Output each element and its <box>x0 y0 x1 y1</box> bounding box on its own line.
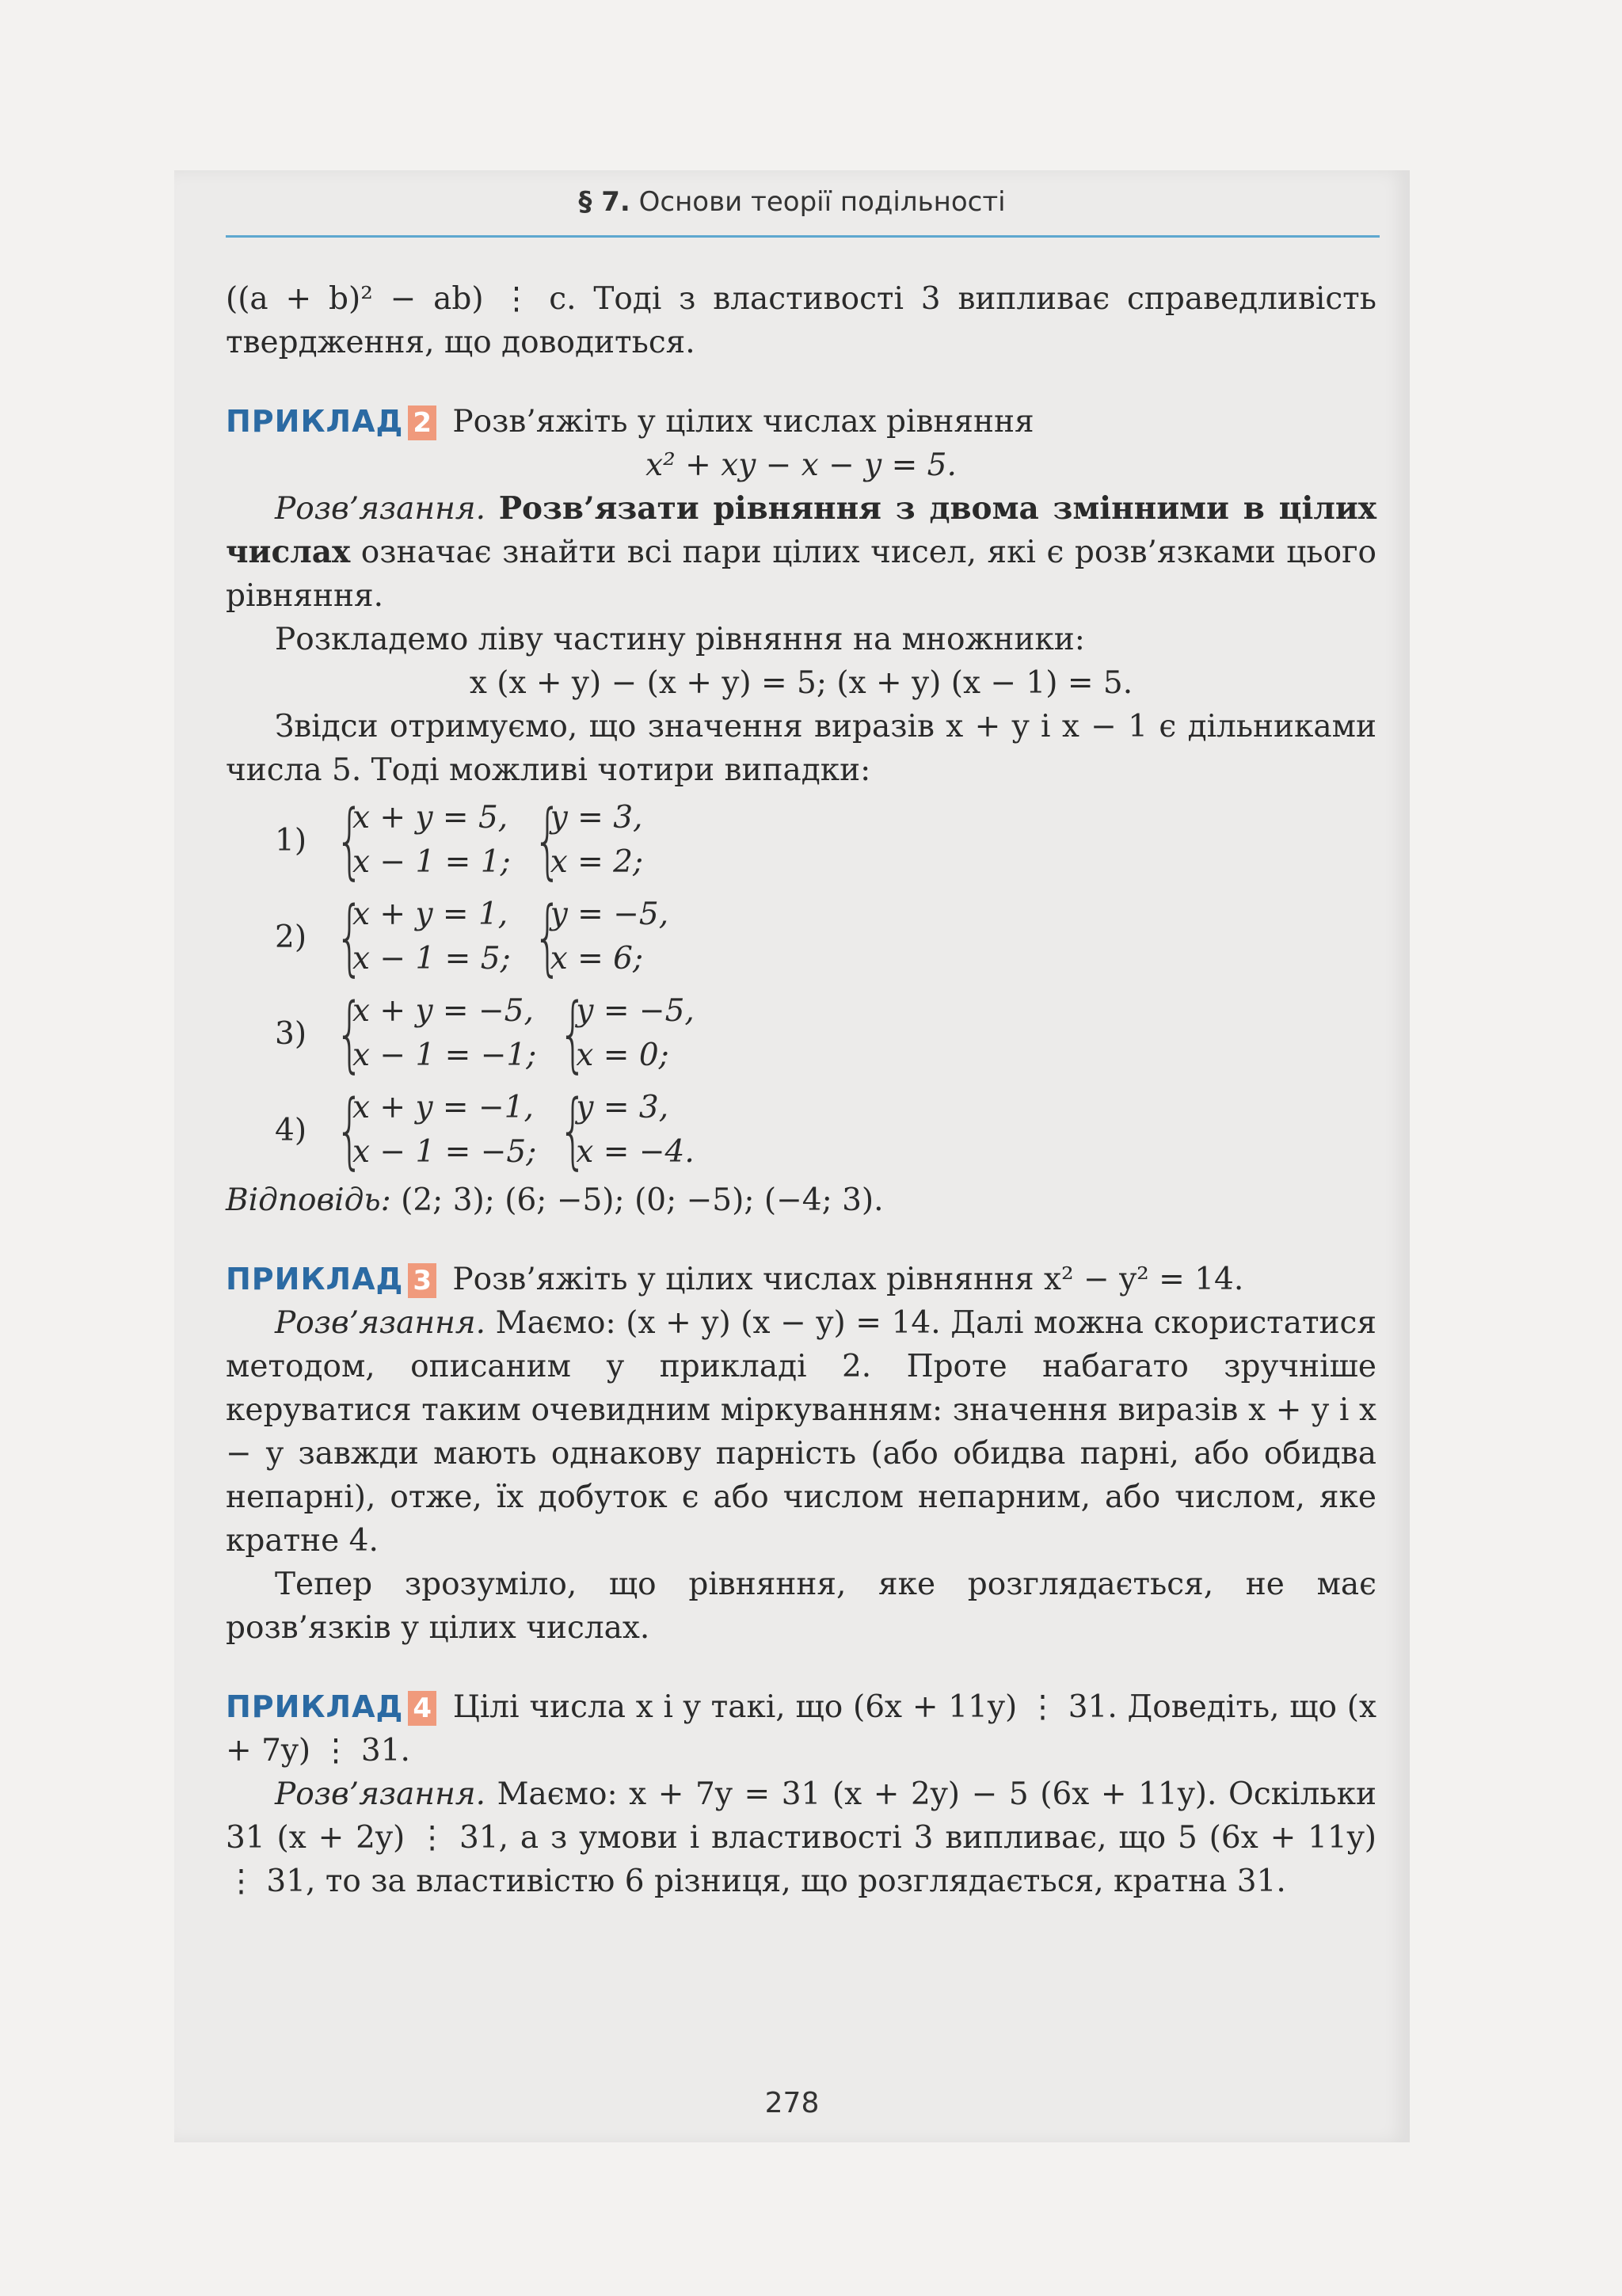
example-2-answer <box>226 1178 1376 1222</box>
example-3-solution <box>226 1301 1376 1563</box>
case-item <box>275 1082 1376 1178</box>
factor-paragraph: Розкладемо ліву частину рівняння на множники: <box>275 622 1085 657</box>
case-number: 1) <box>275 822 307 859</box>
case-number: 4) <box>275 1112 307 1148</box>
system-line: x − 1 = 5; <box>352 941 511 977</box>
example-task: Цілі числа x і y такі, що (6x + 11y) ⋮ 31. Доведіть, що (x + 7y) ⋮ 31. <box>226 1689 1376 1769</box>
left-brace-icon: { <box>335 889 364 985</box>
system-line: y = −5, <box>576 993 695 1029</box>
case-number: 2) <box>275 919 307 955</box>
cases-list <box>226 792 1376 1178</box>
left-brace-icon: { <box>335 792 364 889</box>
left-brace-icon: { <box>533 889 562 985</box>
equation-system <box>554 1082 695 1178</box>
example-2-solution <box>226 487 1376 618</box>
equation-system <box>330 1082 537 1178</box>
example-3-heading <box>226 1258 1376 1301</box>
equation-system <box>528 889 669 985</box>
intro-paragraph: ((a + b)² − ab) ⋮ c. Тоді з властивості 3 випливає справедливість твердження, що доводиться. <box>226 281 1376 360</box>
equation-system <box>330 889 511 985</box>
example-label: ПРИКЛАД <box>226 404 404 439</box>
example-number-badge: 2 <box>408 406 436 440</box>
definition-bold: Розв’язати рівняння з двома змінними в цілих числах <box>226 490 1376 570</box>
system-line: x − 1 = −5; <box>352 1134 537 1170</box>
system-line: x + y = −5, <box>352 993 534 1029</box>
cases-paragraph: Звідси отримуємо, що значення виразів x + y і x − 1 є дільниками числа 5. Тоді можливі чотири випадки: <box>226 709 1376 788</box>
header-rule <box>226 235 1380 238</box>
solution-text: Маємо: (x + y) (x − y) = 14. Далі можна скористатися методом, описаним у прикладі 2. Проте набагато зручніше керуватися таким очевидним міркуванням: значення виразів x + y і x − y завжди мають однакову парність (або обидва парні, або обидва непарні), отже, їх добуток є або числом непарним, або числом, яке кратне 4. <box>226 1305 1376 1559</box>
example-number-badge: 4 <box>408 1691 436 1726</box>
system-line: x + y = 5, <box>352 800 508 836</box>
solution-label: Розв’язання. <box>275 1776 486 1812</box>
page-number: 278 <box>764 2087 820 2119</box>
case-item <box>275 792 1376 889</box>
system-line: x = 6; <box>550 941 644 977</box>
example-label: ПРИКЛАД <box>226 1689 404 1724</box>
system-line: x + y = −1, <box>352 1090 534 1125</box>
equation-system <box>330 985 537 1082</box>
system-line: x = 2; <box>550 844 644 880</box>
example-number-badge: 3 <box>408 1263 436 1298</box>
left-brace-icon: { <box>335 985 364 1082</box>
example-3-conclusion: Тепер зрозуміло, що рівняння, яке розглядається, не має розв’язків у цілих числах. <box>226 1567 1376 1646</box>
system-line: y = −5, <box>550 897 669 932</box>
system-line: x = −4. <box>576 1134 695 1170</box>
system-line: x − 1 = 1; <box>352 844 511 880</box>
system-line: x − 1 = −1; <box>352 1038 537 1073</box>
answer-value: (2; 3); (6; −5); (0; −5); (−4; 3). <box>401 1182 884 1218</box>
example-label: ПРИКЛАД <box>226 1262 404 1296</box>
left-brace-icon: { <box>335 1082 364 1178</box>
section-title: Основи теорії подільності <box>638 186 1006 218</box>
system-line: y = 3, <box>550 800 643 836</box>
equation-system <box>528 792 644 889</box>
case-item <box>275 889 1376 985</box>
equation-system <box>554 985 695 1082</box>
section-number: § 7. <box>578 186 630 218</box>
equation-system <box>330 792 511 889</box>
case-item <box>275 985 1376 1082</box>
example-2-equation: x² + xy − x − y = 5. <box>645 447 957 483</box>
system-line: y = 3, <box>576 1090 669 1125</box>
system-line: x + y = 1, <box>352 897 508 932</box>
left-brace-icon: { <box>558 985 588 1082</box>
solution-label: Розв’язання. <box>275 1305 486 1341</box>
example-4-heading <box>226 1685 1376 1772</box>
example-task: Розв’яжіть у цілих числах рівняння x² − y² = 14. <box>452 1262 1244 1297</box>
example-4-solution <box>226 1772 1376 1903</box>
factor-equation: x (x + y) − (x + y) = 5; (x + y) (x − 1) = 5. <box>469 665 1133 701</box>
example-task: Розв’яжіть у цілих числах рівняння <box>452 404 1034 440</box>
left-brace-icon: { <box>558 1082 588 1178</box>
solution-label: Розв’язання. <box>275 491 486 527</box>
system-line: x = 0; <box>576 1038 669 1073</box>
example-2-heading <box>226 400 1376 444</box>
solution-text: Маємо: x + 7y = 31 (x + 2y) − 5 (6x + 11y). Оскільки 31 (x + 2y) ⋮ 31, а з умови і властивості 3 випливає, що 5 (6x + 11y) ⋮ 31, то за властивістю 6 різниця, що розглядається, кратна 31. <box>226 1776 1377 1899</box>
definition-rest: означає знайти всі пари цілих чисел, які є розв’язками цього рівняння. <box>226 535 1376 614</box>
book-page <box>174 170 1410 2142</box>
running-head <box>174 186 1410 218</box>
case-number: 3) <box>275 1015 307 1052</box>
answer-label: Відповідь: <box>226 1182 391 1218</box>
page-content <box>226 277 1376 1903</box>
left-brace-icon: { <box>533 792 562 889</box>
